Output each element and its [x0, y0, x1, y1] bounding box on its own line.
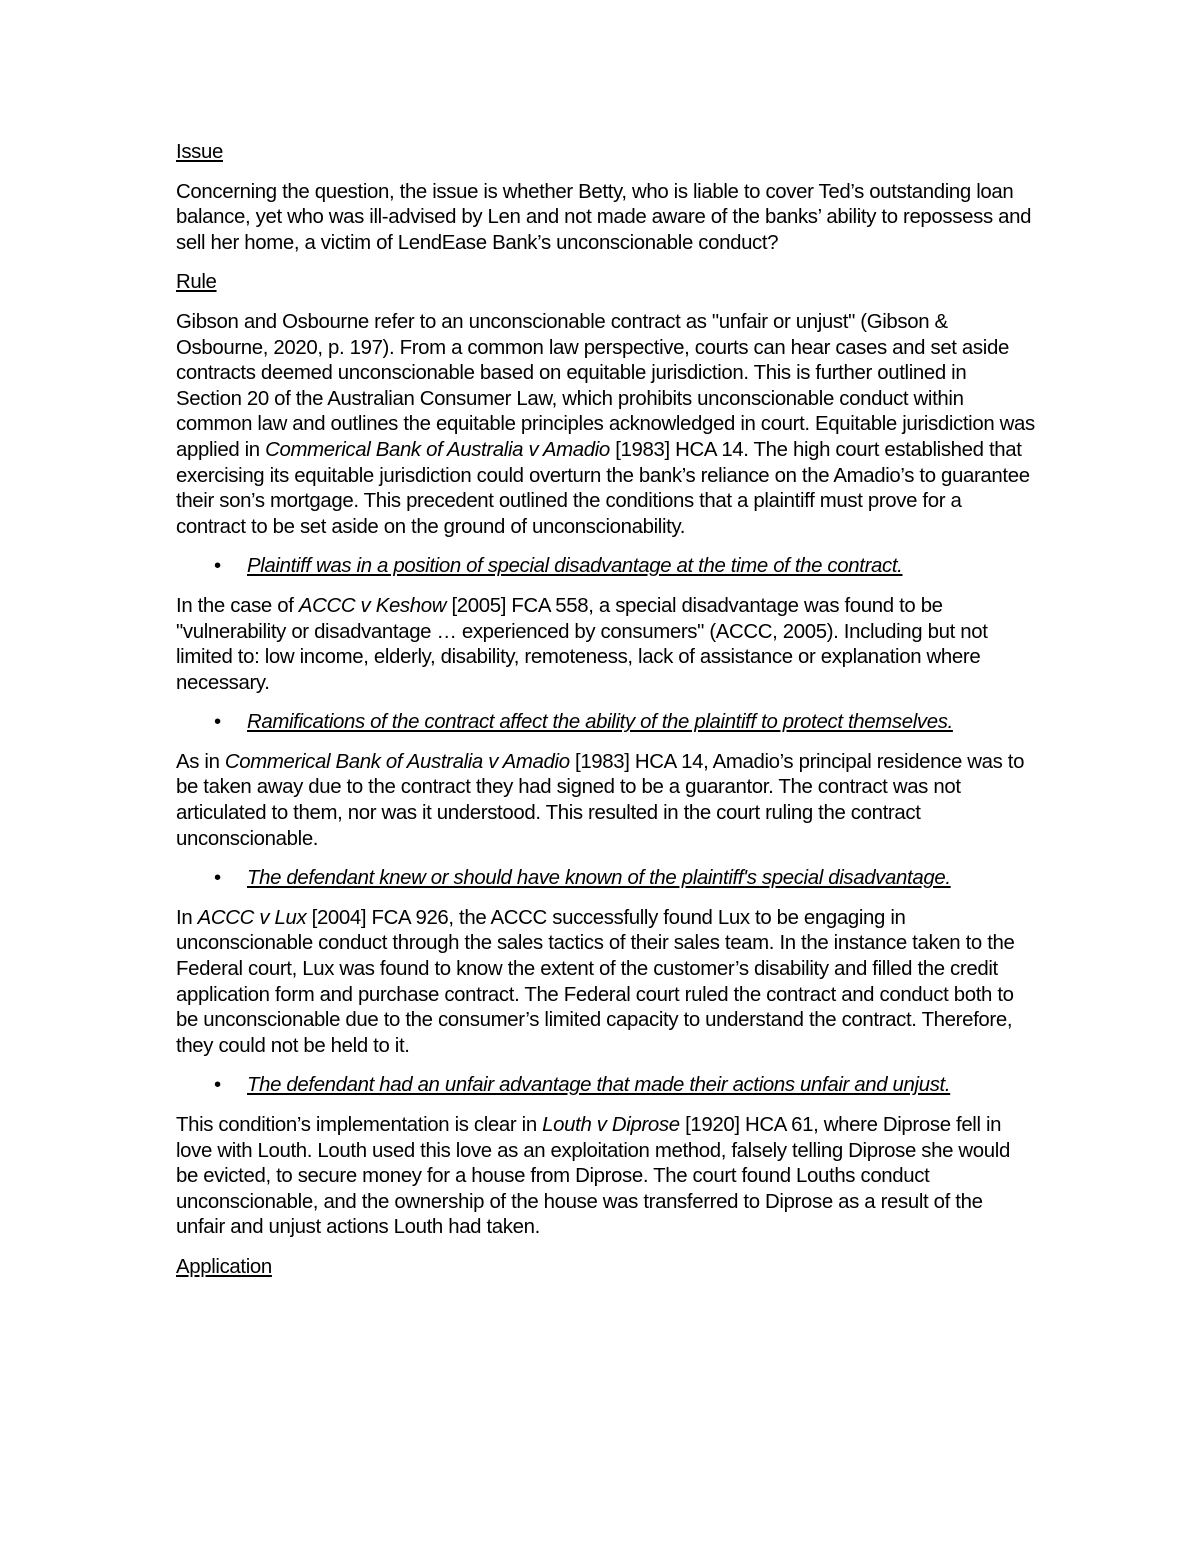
bullet-icon: • — [214, 1074, 221, 1097]
rule-intro-text-2: [1983] HCA 14. The high court established that exercising its equitable jurisdiction could overturn the bank’s reliance on the Amadio’s to guarantee their son’s mortgage. This precedent outlined the conditions that a plaintiff must prove for a contract to be set aside on the ground of unconscionability. — [176, 438, 1030, 538]
document-page — [176, 140, 1036, 1295]
case-name-louth: Louth v Diprose — [542, 1114, 680, 1136]
condition-text-4: The defendant had an unfair advantage that made their actions unfair and unjust. — [247, 1074, 951, 1097]
rule-intro-paragraph — [176, 310, 1036, 540]
louth-paragraph — [176, 1113, 1036, 1241]
louth-text-1: This condition’s implementation is clear in — [176, 1114, 543, 1136]
issue-heading: Issue — [176, 141, 223, 163]
condition-text-1: Plaintiff was in a position of special disadvantage at the time of the contract. — [247, 555, 903, 578]
bullet-icon: • — [214, 711, 221, 734]
condition-bullet-3 — [176, 866, 1036, 892]
condition-bullet-1 — [176, 554, 1036, 580]
condition-bullet-4 — [176, 1073, 1036, 1099]
condition-text-3: The defendant knew or should have known of the plaintiff's special disadvantage. — [247, 867, 951, 890]
bullet-icon: • — [214, 867, 221, 890]
case-name-amadio-2: Commerical Bank of Australia v Amadio — [224, 750, 570, 773]
condition-text-2: Ramifications of the contract affect the ability of the plaintiff to protect themselves. — [247, 711, 953, 734]
issue-paragraph: Concerning the question, the issue is whether Betty, who is liable to cover Ted’s outstanding loan balance, yet who was ill-advised by Len and not made aware of the banks’ ability to repossess and sell her home, a victim of LendEase Bank’s unconscionable conduct? — [176, 180, 1032, 254]
amadio-text-1: As in — [176, 750, 225, 773]
keshow-paragraph — [176, 594, 1036, 696]
case-name-lux: ACCC v Lux — [197, 906, 307, 929]
bullet-icon: • — [214, 555, 221, 578]
keshow-text-2: [2005] FCA 558, a special disadvantage was found to be "vulnerability or disadvantage … experienced by consumers" (ACCC, 2005). Including but not limited to: low income, elderly, disability, remoteness, lack of assistance or explanation where necessary. — [176, 594, 988, 694]
amadio-paragraph — [176, 750, 1036, 852]
case-name-amadio: Commerical Bank of Australia v Amadio — [265, 438, 610, 461]
lux-text-1: In — [176, 906, 198, 929]
lux-text-2: [2004] FCA 926, the ACCC successfully found Lux to be engaging in unconscionable conduct through the sales tactics of their sales team. In the instance taken to the Federal court, Lux was found to know the extent of the customer’s disability and filled the credit application form and purchase contract. The Federal court ruled the contract and conduct both to be unconscionable due to the consumer’s limited capacity to understand the contract. Therefore, they could not be held to it. — [176, 906, 1015, 1057]
condition-bullet-2 — [176, 710, 1036, 736]
case-name-keshow: ACCC v Keshow — [298, 594, 447, 617]
lux-paragraph — [176, 906, 1036, 1060]
rule-heading: Rule — [176, 271, 217, 294]
application-heading: Application — [176, 1255, 272, 1278]
keshow-text-1: In the case of — [176, 594, 299, 617]
louth-text-2: [1920] HCA 61, where Diprose fell in love with Louth. Louth used this love as an exploitation method, falsely telling Diprose she would be evicted, to secure money for a house from Diprose. The court found Louths conduct unconscionable, and the ownership of the house was transferred to Diprose as a result of the unfair and unjust actions Louth had taken. — [176, 1114, 1010, 1239]
amadio-text-2: [1983] HCA 14, Amadio’s principal residence was to be taken away due to the contract they had signed to be a guarantor. The contract was not articulated to them, nor was it understood. This resulted in the court ruling the contract unconscionable. — [176, 750, 1025, 850]
rule-intro-text-1: Gibson and Osbourne refer to an unconscionable contract as "unfair or unjust" (Gibson & Osbourne, 2020, p. 197). From a common law perspective, courts can hear cases and set aside contracts deemed unconscionable based on equitable jurisdiction. This is further outlined in Section 20 of the Australian Consumer Law, which prohibits unconscionable conduct within common law and outlines the equitable principles acknowledged in court. Equitable jurisdiction was applied in — [176, 310, 1035, 461]
